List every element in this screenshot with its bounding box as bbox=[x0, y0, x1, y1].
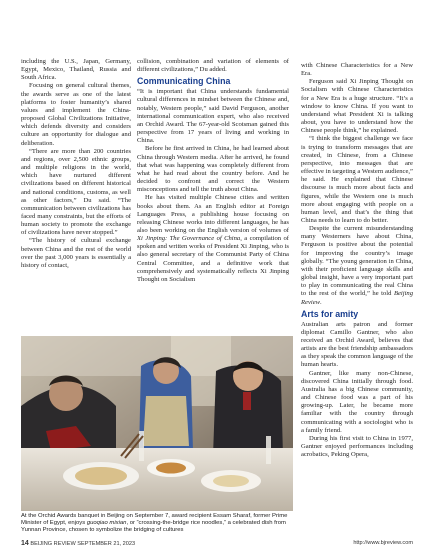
book-title: Xi Jinping: The Governance of China bbox=[137, 235, 241, 243]
publication-line: BEIJING REVIEW SEPTEMBER 21, 2023 bbox=[30, 541, 136, 547]
paragraph: “I think the biggest challenge we face is trying to transform messages that are created, in Chinese, from a Chinese perspective, into messages that are effective in targeting a Western audience,” he said. He explained that Chinese discourse is much more about facts and figures, while the Western one is much more about engaging with people on a human level, and that’s the thing that China needs to learn to do better. bbox=[301, 135, 413, 224]
paragraph-text: Despite the current misunderstanding many Westerners have about China, Ferguson is positive about the potential for improving the country’s image globally. “The young generation in China, with their proficient language skills and global insight, have a very important part to play in communicating the real China to the rest of the world,” he told bbox=[301, 225, 413, 298]
website-url: http://www.bjreview.com bbox=[353, 540, 413, 546]
page-footer bbox=[21, 540, 413, 547]
section-heading-arts-for-amity: Arts for amity bbox=[301, 308, 359, 319]
paragraph: Ferguson said Xi Jinping Thought on Socialism with Chinese Characteristics for a New Era is a huge structure. “It’s a window to know China. If you want to understand what President Xi is talking about, you have to understand how the Chinese people think,” he explained. bbox=[301, 78, 413, 135]
page-number: 14 bbox=[21, 540, 29, 547]
paragraph: During his first visit to China in 1977, Gantner enjoyed performances including acrobatics, Peking Opera, bbox=[301, 434, 413, 459]
caption-dish-name: guoqiao mixian bbox=[86, 520, 127, 527]
paragraph: Focusing on general cultural themes, the awards serve as one of the latest platforms to foster humanity’s shared values and implement the China-proposed Global Civilizations Initiative, which defends diversity and considers culture an opportunity for dialogue and deliberation. bbox=[21, 82, 131, 147]
banquet-photo bbox=[21, 336, 293, 511]
article-column-1 bbox=[21, 58, 131, 270]
photo-caption bbox=[21, 513, 293, 535]
paragraph: “The history of cultural exchange between China and the rest of the world over the past 3,000 years is essentially a history of contact, bbox=[21, 237, 131, 269]
article-column-2 bbox=[137, 58, 289, 284]
paragraph: Gantner, like many non-Chinese, discovered China initially through food. Australia has a big Chinese community, and Chinese food was a part of his growing-up. Later, he became more familiar with the country through communicating with a sociologist who is a family friend. bbox=[301, 369, 413, 434]
paragraph: including the U.S., Japan, Germany, Egypt, Mexico, Thailand, Russia and South Africa. bbox=[21, 58, 131, 82]
paragraph: Before he first arrived in China, he had learned about China through Western media. After he arrived, he found that what was happening was completely different from what he had read about the country before. And he decided to confront and correct the Western misconceptions and tell the truth about China. bbox=[137, 145, 289, 194]
punctuation: . bbox=[320, 298, 322, 306]
caption-text: , or “crossing-the-bridge rice noodles,” a celebrated dish from Yunnan Province, chosen to symbolize the bridging of cultures bbox=[21, 520, 286, 534]
paragraph: collision, combination and variation of elements of different civilizations,” Du added. bbox=[137, 58, 289, 74]
paragraph bbox=[137, 194, 289, 284]
caption-text: At the Orchid Awards banquet in Beijing on September 7, award recipient Essam Sharaf, former Prime Minister of Egypt, enjoys bbox=[21, 513, 288, 527]
paragraph: with Chinese Characteristics for a New Era. bbox=[301, 62, 413, 78]
paragraph: Australian arts patron and former diplomat Camillo Gantner, who also received an Orchid Award, believes that artists are the best friendship ambassadors as they speak the common language of the human hearts. bbox=[301, 320, 413, 369]
paragraph-text: He has visited multiple Chinese cities and written books about them. As an English editor at Foreign Languages Press, a publishing house focusing on releasing Chinese works into different languages, he has also been working on the English version of volumes of bbox=[137, 194, 289, 234]
paragraph-text: , a compilation of spoken and written works of President Xi Jinping, who is also general secretary of the Communist Party of China Central Committee, and a definitive work that comprehensively and systematically reflects Xi Jinping Thought on Socialism bbox=[137, 235, 289, 283]
article-column-3 bbox=[301, 62, 413, 459]
paragraph bbox=[301, 225, 413, 307]
paragraph: “It is important that China understands fundamental cultural differences in mindset between the Chinese and, notably, Western people,” said David Ferguson, another international communication expert, who also received an Orchid Award. The 67-year-old Scotsman gained this perspective from 17 years of living and working in China. bbox=[137, 88, 289, 145]
section-heading-communicating-china: Communicating China bbox=[137, 76, 231, 87]
paragraph: “There are more than 200 countries and regions, over 2,500 ethnic groups, and multiple religions in the world, which have nurtured different civilizations based on different historical and national conditions, customs, as well as other factors,” Du said. “The communication between civilizations has faced many constraints, but the efforts of human society to promote the exchange of civilizations have never stopped.” bbox=[21, 147, 131, 237]
magazine-name: Beijing Review bbox=[301, 290, 413, 306]
banquet-photo-illustration bbox=[21, 336, 293, 511]
